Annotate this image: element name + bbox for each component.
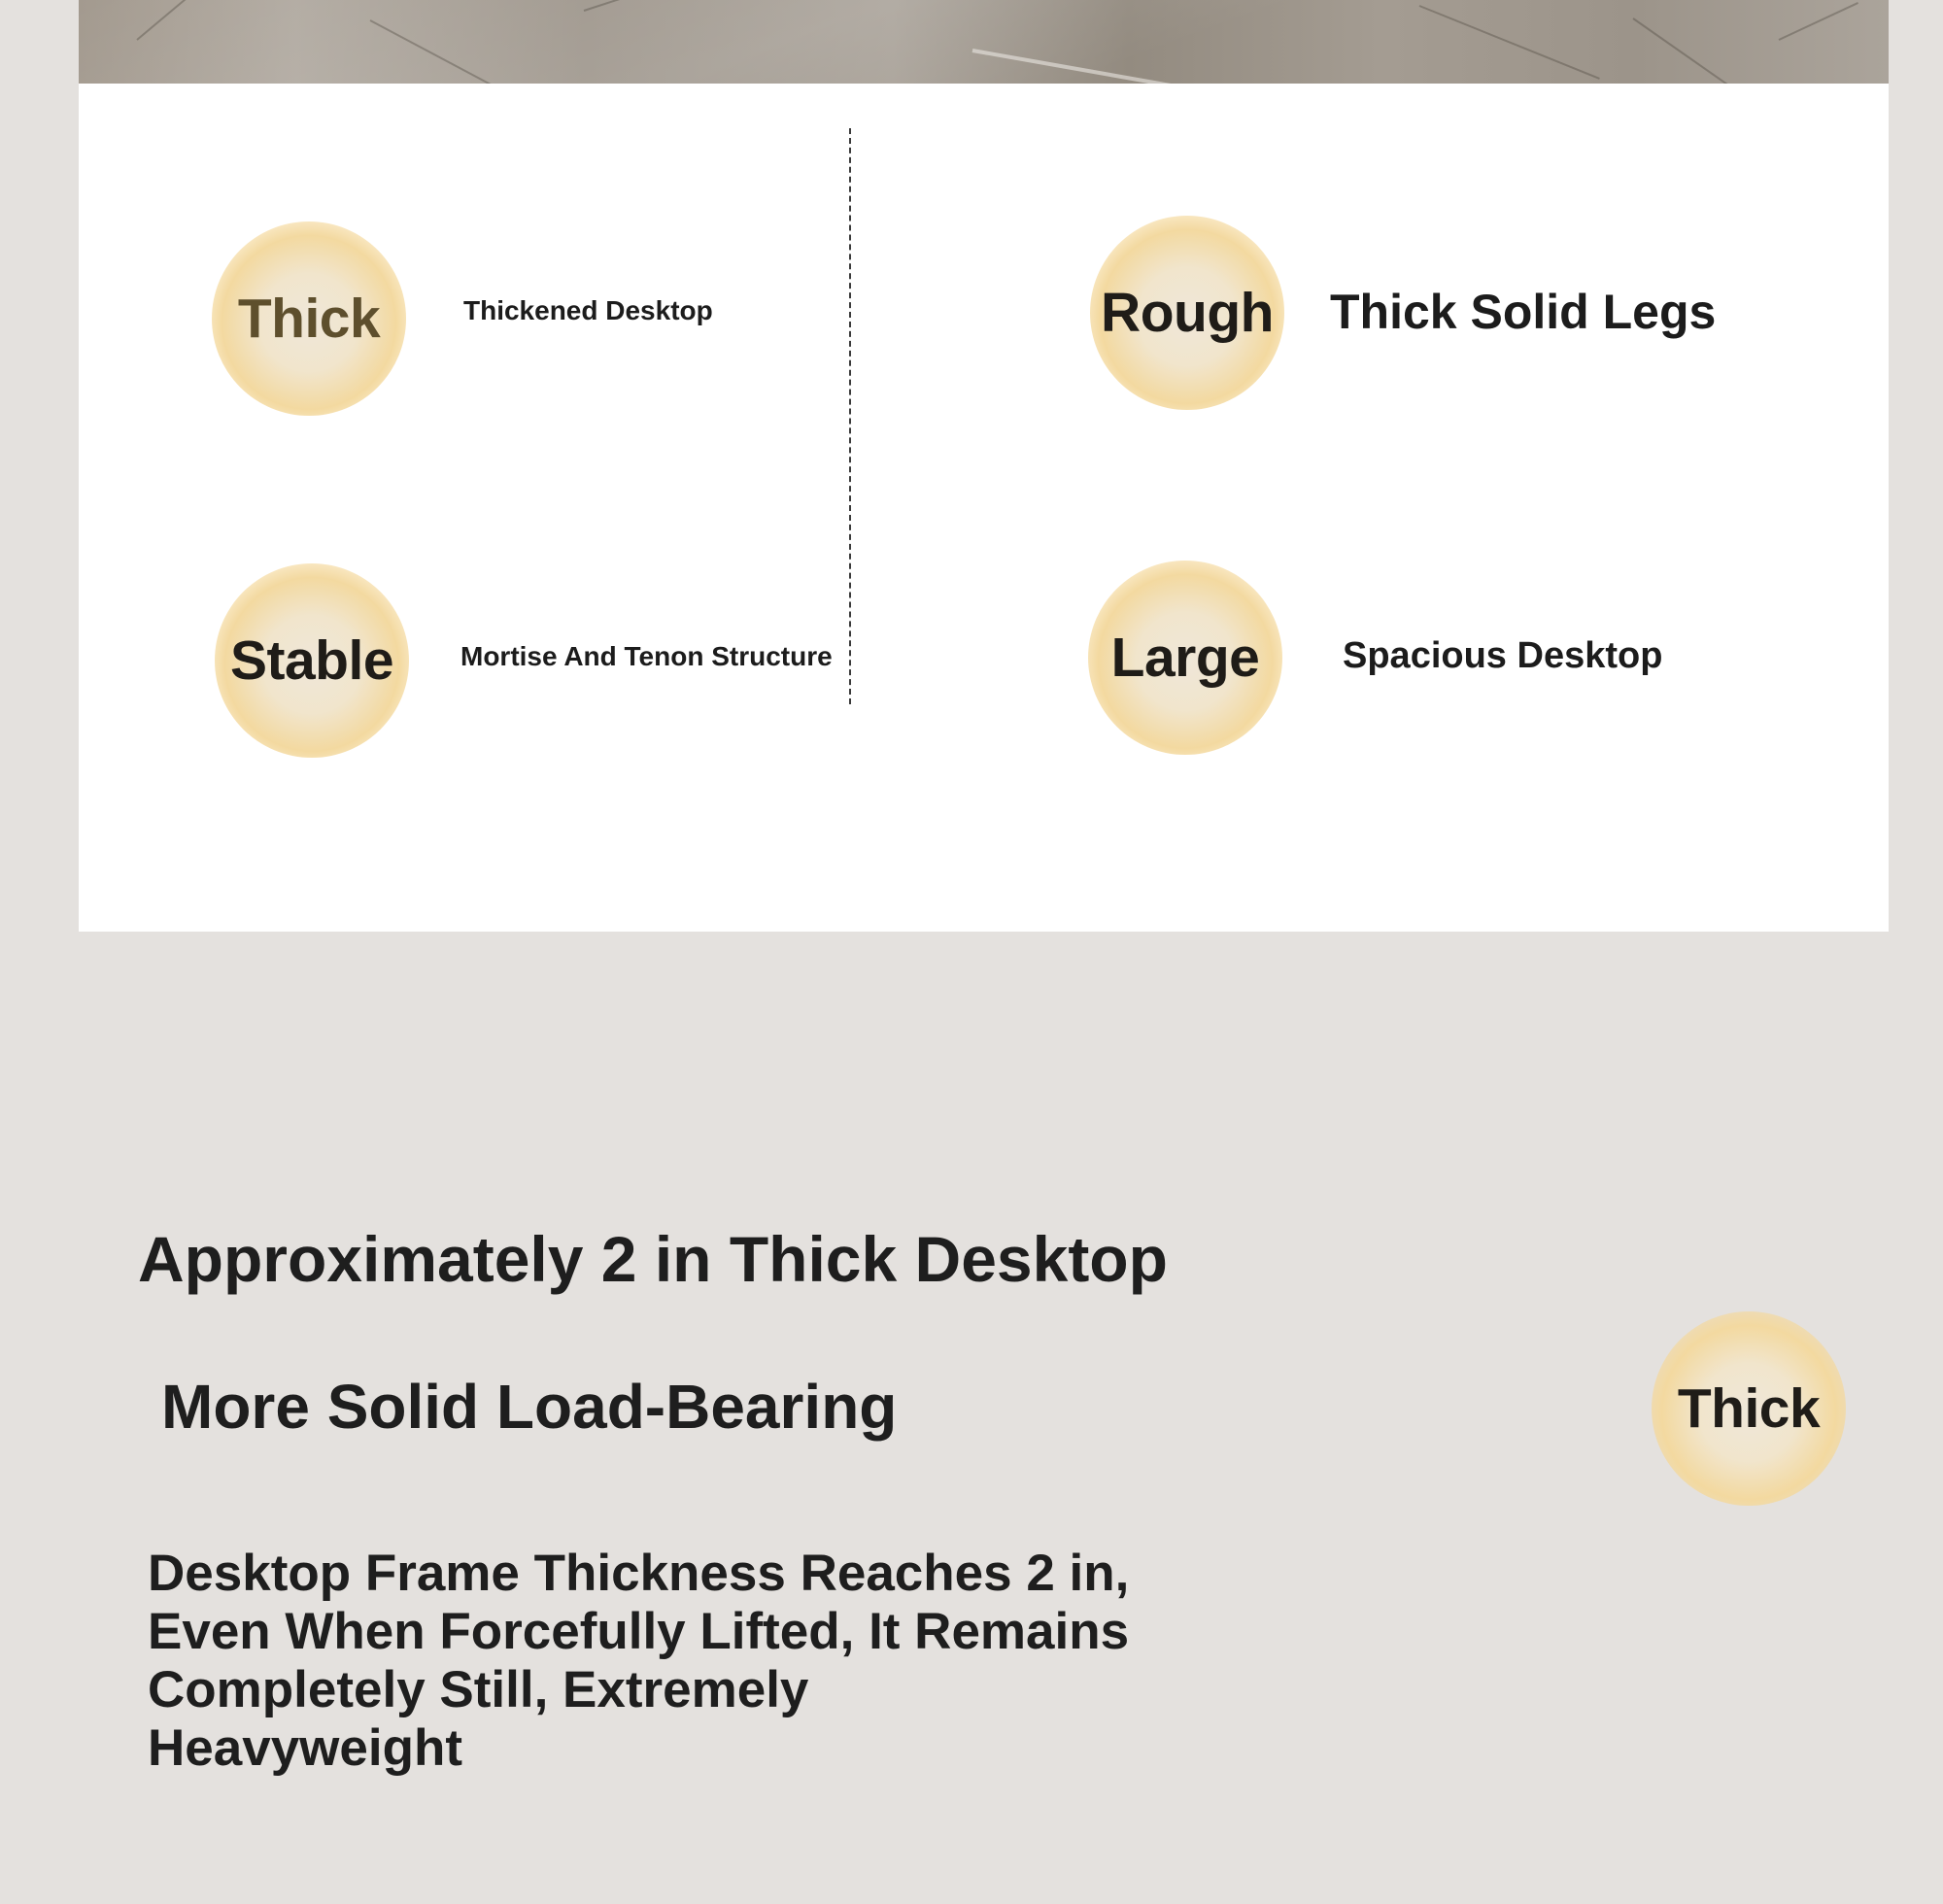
feature-panel	[79, 84, 1889, 932]
description-line: Desktop Frame Thickness Reaches 2 in,	[148, 1545, 1130, 1602]
badge-stable	[215, 563, 409, 758]
feature-label-spacious-desktop: Spacious Desktop	[1343, 635, 1663, 676]
description-line: Heavyweight	[148, 1719, 463, 1777]
feature-label-thick-solid-legs: Thick Solid Legs	[1330, 285, 1717, 339]
headline-thick-desktop: Approximately 2 in Thick Desktop	[138, 1223, 1168, 1295]
marble-texture-image	[79, 0, 1889, 84]
badge-thick-label: Thick	[237, 288, 381, 350]
badge-thick	[212, 221, 406, 416]
description-text	[148, 1545, 1168, 1778]
description-line: Completely Still, Extremely	[148, 1661, 809, 1718]
badge-thick-detail-label: Thick	[1677, 1377, 1821, 1440]
badge-large	[1088, 561, 1282, 755]
badge-rough-label: Rough	[1101, 282, 1274, 344]
feature-label-mortise-and-tenon: Mortise And Tenon Structure	[460, 641, 833, 671]
badge-large-label: Large	[1110, 627, 1260, 689]
badge-thick-detail	[1652, 1311, 1846, 1506]
badge-rough	[1090, 216, 1284, 410]
feature-label-thickened-desktop: Thickened Desktop	[463, 295, 713, 325]
dashed-divider	[849, 128, 851, 704]
headline-load-bearing: More Solid Load-Bearing	[161, 1372, 898, 1442]
badge-stable-label: Stable	[229, 629, 394, 692]
description-line: Even When Forcefully Lifted, It Remains	[148, 1603, 1130, 1660]
